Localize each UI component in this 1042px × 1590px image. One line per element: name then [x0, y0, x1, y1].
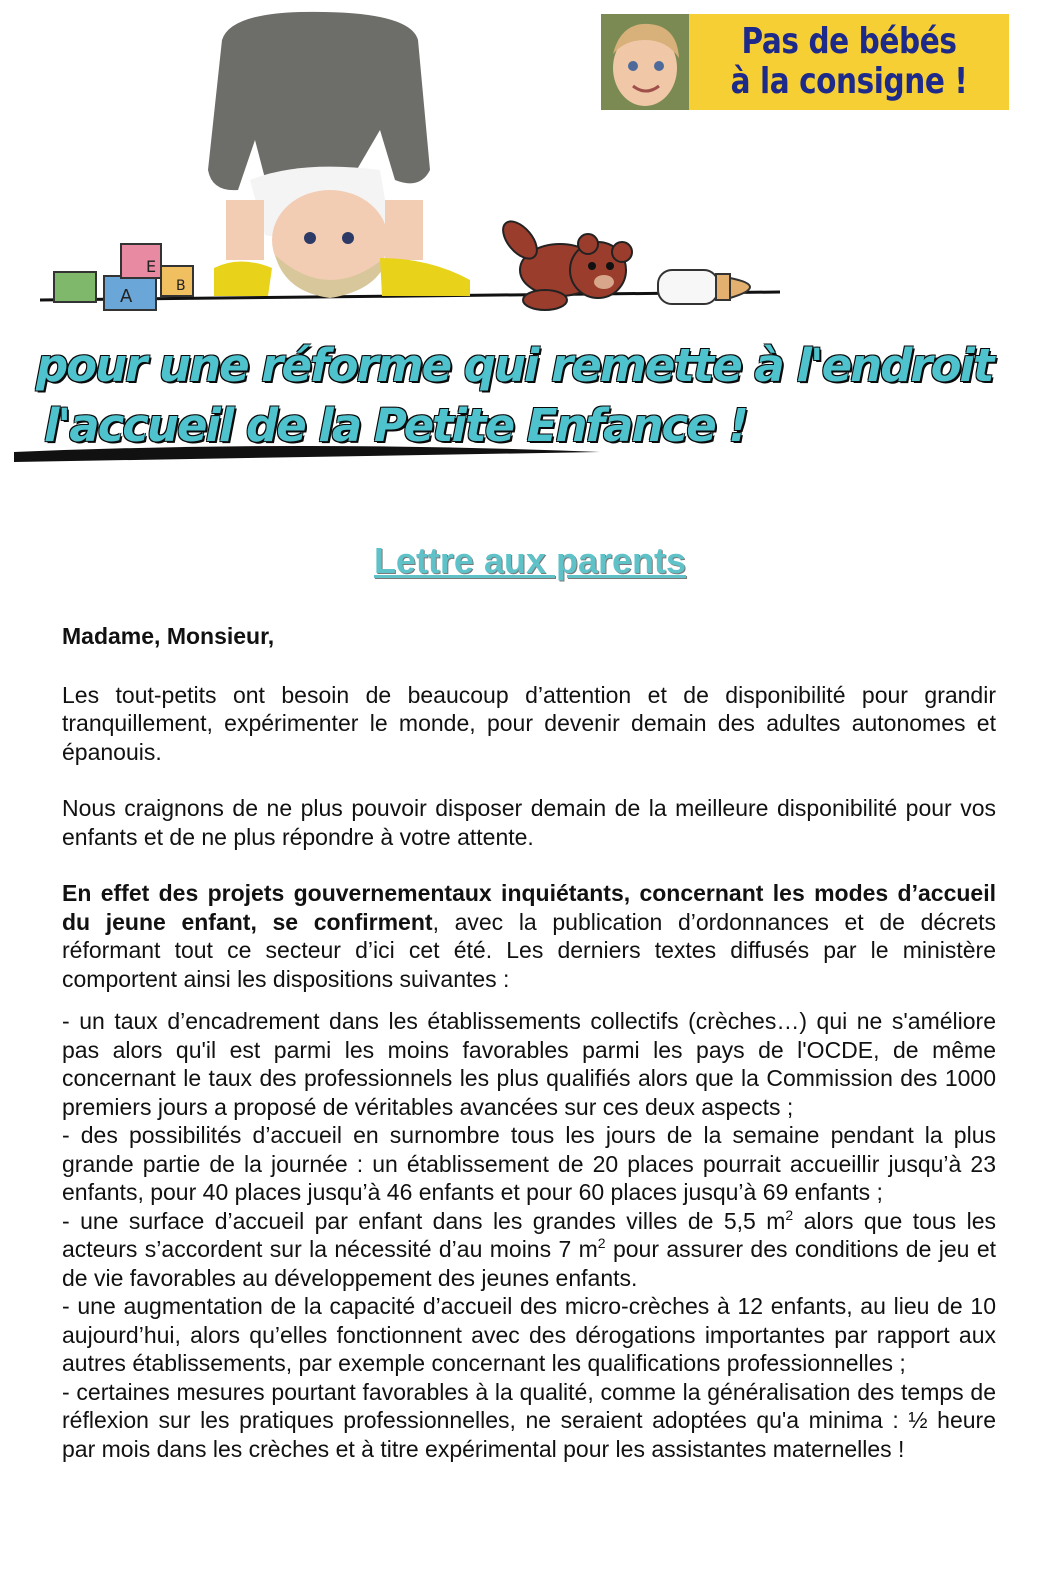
badge-line-1: Pas de bébés: [741, 21, 957, 62]
badge-text: [718, 14, 980, 110]
paragraph-3-bold: En effet des projets gouvernementaux inquiétants, concernant les modes d’accueil du jeune enfant, se confirment: [62, 880, 996, 935]
paragraph-1: Les tout-petits ont besoin de beaucoup d’attention et de disponibilité pour grandir tranquillement, expérimenter le monde, pour devenir demain des adultes autonomes et épanouis.: [62, 681, 996, 765]
list-item-4: - une augmentation de la capacité d’accueil des micro-crèches à 12 enfants, au lieu de 10 aujourd’hui, alors qu’elles fonctionnent avec des dérogations importantes par rapport aux autres établissements, par exemple concernant les qualifications professionnelles ;: [62, 1293, 996, 1376]
list-item-1: - un taux d’encadrement dans les établissements collectifs (crèches…) qui ne s'améliore pas alors qu'il est parmi les moins favorables parmi les pays de l'OCDE, de même concernant le taux des professionnels les plus qualifiés alors que la Commission des 1000 premiers jours a proposé de véritables avancées sur ces deux aspects ;: [62, 1008, 996, 1120]
paragraph-3: [62, 879, 996, 993]
superscript: 2: [785, 1206, 794, 1223]
slogan-line-2: l'accueil de la Petite Enfance !: [44, 399, 747, 452]
header-banner: [0, 0, 1042, 480]
page-title: Lettre aux parents: [373, 540, 687, 581]
slogan-line-1: pour une réforme qui remette à l'endroit: [36, 339, 993, 392]
list-item-2: - des possibilités d’accueil en surnombre tous les jours de la semaine pendant la plus grande partie de la journée : un établissement de 20 places pourrait accueillir jusqu’à 23 enfants, pour 40 places jusqu’à 46 enfants et pour 60 places jusqu’à 69 enfants ;: [62, 1122, 996, 1205]
badge-line-2: à la consigne !: [730, 61, 968, 102]
letter-body: [62, 622, 996, 1463]
list-item-3-part-c: pour assurer des conditions de jeu et de vie favorables au développement des jeunes enfants.: [62, 1236, 996, 1291]
list-item-3-part-a: - une surface d’accueil par enfant dans les grandes villes de 5,5 m: [62, 1207, 786, 1234]
list-item-5: - certaines mesures pourtant favorables à la qualité, comme la généralisation des temps de réflexion sur les pratiques professionnelles, ne seraient adoptées qu'a minima : ½ heure par mois dans les crèches et à titre expérimental pour les assistantes maternelles !: [62, 1378, 996, 1462]
greeting: Madame, Monsieur,: [62, 623, 275, 649]
baby-bottle: [658, 270, 750, 304]
block-letter: B: [176, 278, 186, 294]
list-item-3-part-b: alors que tous les acteurs s’accordent sur la nécessité d’au moins 7 m: [62, 1207, 996, 1262]
block-letter: A: [120, 286, 133, 307]
paragraph-2: Nous craignons de ne plus pouvoir disposer demain de la meilleure disponibilité pour vos enfants et de ne plus répondre à votre attente.: [62, 795, 996, 850]
child-photo: [601, 14, 689, 110]
superscript: 2: [597, 1235, 606, 1251]
campaign-badge: [601, 14, 1009, 110]
slogan: [36, 336, 993, 456]
alphabet-blocks: [54, 244, 193, 310]
list-item-3: [62, 1207, 996, 1293]
block-letter: E: [146, 257, 157, 276]
toddler-image: [208, 12, 470, 298]
paragraph-3-rest: , avec la publication d’ordonnances et de décrets réformant tout ce secteur d’ici cet été. Les derniers textes diffusés par le ministère comportent ainsi les dispositions suivantes :: [62, 908, 996, 992]
